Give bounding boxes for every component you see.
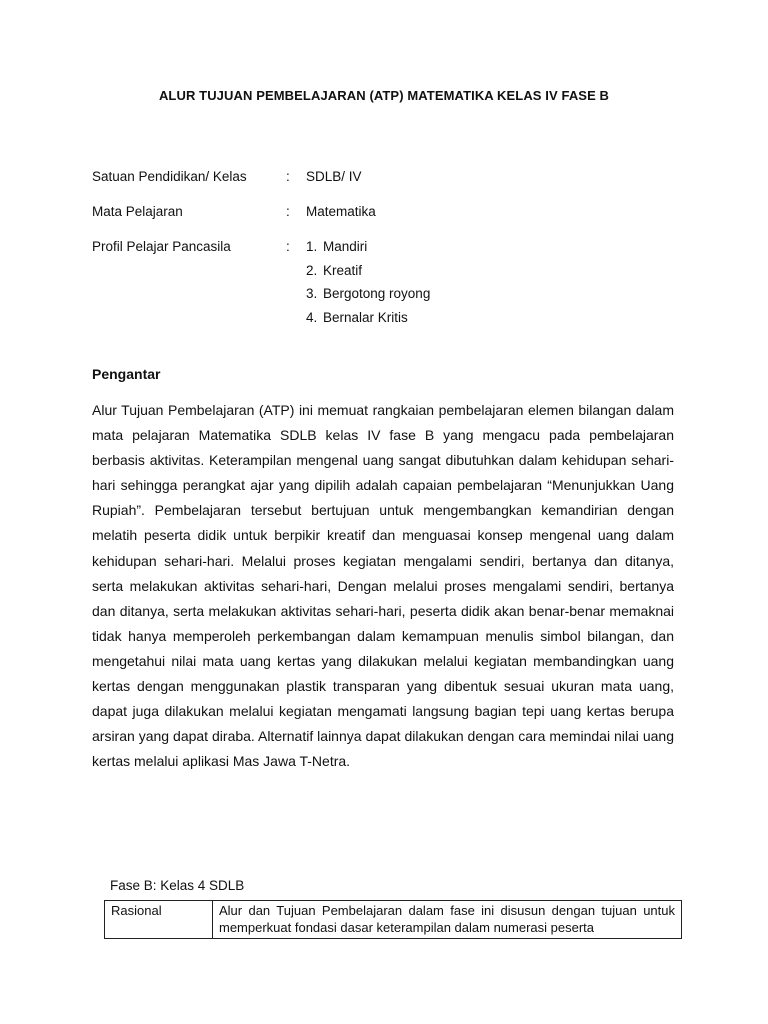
meta-label-profile: Profil Pelajar Pancasila	[92, 239, 231, 254]
rationale-table	[104, 900, 682, 939]
phase-caption: Fase B: Kelas 4 SDLB	[110, 878, 245, 893]
meta-colon: :	[286, 169, 290, 184]
meta-label-unit: Satuan Pendidikan/ Kelas	[92, 169, 247, 184]
section-heading-intro: Pengantar	[92, 366, 161, 382]
list-item-number: 2.	[306, 262, 318, 278]
list-item	[306, 235, 430, 259]
meta-colon: :	[286, 239, 290, 254]
list-item	[306, 306, 430, 330]
list-item-number: 4.	[306, 309, 318, 325]
meta-value-unit: SDLB/ IV	[306, 169, 362, 184]
list-item-number: 3.	[306, 286, 318, 301]
list-item	[306, 282, 430, 306]
list-item-text: Bergotong royong	[323, 286, 431, 301]
document-title: ALUR TUJUAN PEMBELAJARAN (ATP) MATEMATIKA KELAS IV FASE B	[158, 88, 610, 103]
table-row	[105, 901, 682, 939]
list-item-number: 1.	[306, 239, 318, 254]
list-item-text: Mandiri	[323, 239, 368, 254]
table-cell-label: Rasional	[105, 901, 213, 939]
list-item	[306, 259, 430, 283]
list-item-text: Bernalar Kritis	[323, 309, 408, 325]
meta-label-subject: Mata Pelajaran	[92, 204, 183, 219]
table-cell-text: Alur dan Tujuan Pembelajaran dalam fase ini disusun dengan tujuan untuk memperkuat fondasi dasar keterampilan dalam numerasi peserta	[213, 901, 682, 939]
list-item-text: Kreatif	[323, 262, 363, 278]
meta-colon: :	[286, 204, 290, 219]
intro-paragraph: Alur Tujuan Pembelajaran (ATP) ini memuat rangkaian pembelajaran elemen bilangan dalam mata pelajaran Matematika SDLB kelas IV fase B yang mengacu pada pembelajaran berbasis aktivitas. Keterampilan mengenal uang sangat dibutuhkan dalam kehidupan sehari-hari sehingga perangkat ajar yang dipilih adalah capaian pembelajaran “Menunjukkan Uang Rupiah”. Pembelajaran tersebut bertujuan untuk mengembangkan kemandirian dengan melatih peserta didik untuk berpikir kreatif dan menguasai konsep mengenal uang dalam kehidupan sehari-hari. Melalui proses kegiatan mengalami sendiri, bertanya dan ditanya, serta melakukan aktivitas sehari-hari, Dengan melalui proses mengalami sendiri, bertanya dan ditanya, serta melakukan aktivitas sehari-hari, peserta didik akan benar-benar memaknai tidak hanya memperoleh perkembangan dalam kemampuan menulis simbol bilangan, dan mengetahui nilai mata uang kertas yang dilakukan melalui kegiatan membandingkan uang kertas dengan menggunakan plastik transparan yang dibentuk sesuai ukuran mata uang, dapat juga dilakukan melalui kegiatan mengamati langsung bagian tepi uang kertas berupa arsiran yang dapat diraba. Alternatif lainnya dapat dilakukan dengan cara memindai nilai uang kertas melalui aplikasi Mas Jawa T-Netra.	[92, 402, 674, 770]
profile-list	[306, 235, 430, 329]
meta-value-subject: Matematika	[306, 204, 376, 219]
